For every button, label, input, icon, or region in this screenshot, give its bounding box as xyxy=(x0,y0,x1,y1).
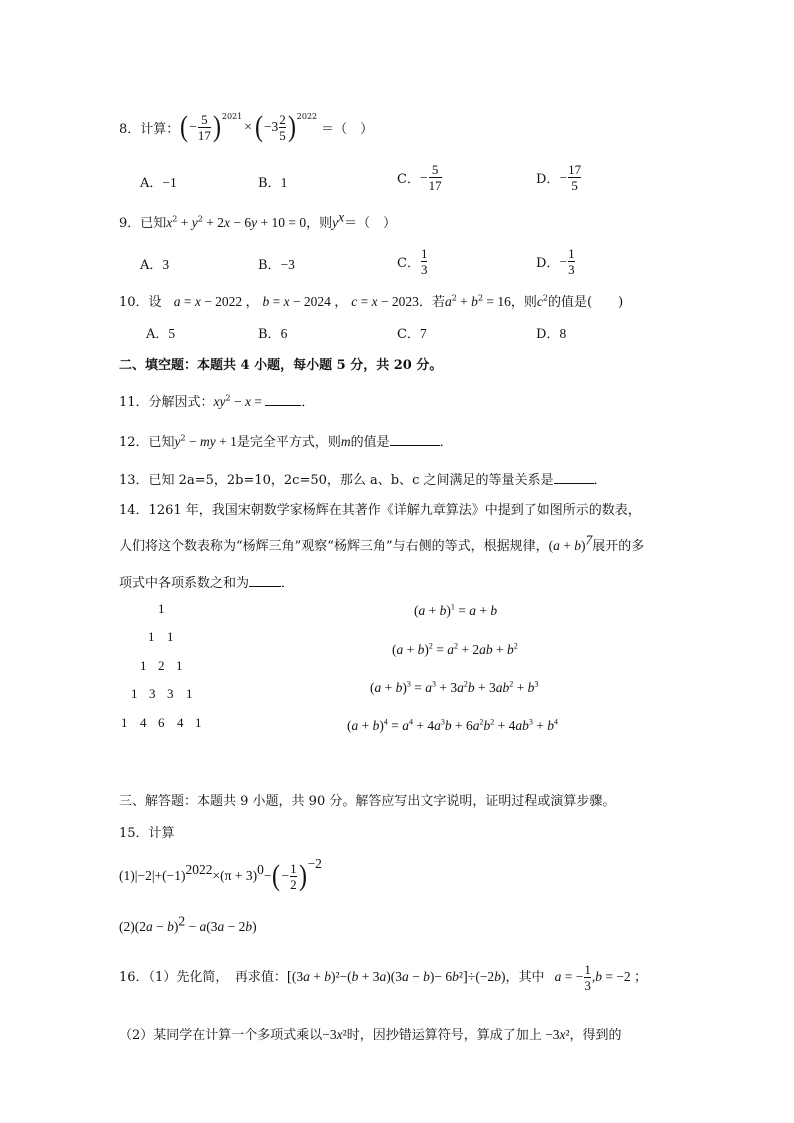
q8-option-b: B．1 xyxy=(258,175,288,191)
q8-option-d: D． − $\frac{17}{5}$ xyxy=(536,162,582,193)
triangle-entry: 4 xyxy=(140,715,147,730)
question-10: 10．设 a = x − 2022 ， b = x − 2024 ， c = x − 2023．若$a^2 + b^2 = 16$，则$c^2$的值是( ) xyxy=(119,293,624,310)
q8-option-c: C． − $\frac{5}{17}$ xyxy=(397,162,442,193)
section-3-heading: 三、解答题：本题共 9 小题，共 90 分。解答应写出文字说明，证明过程或演算步骤。 xyxy=(119,794,616,809)
expansion-4: $(a + b)^4 = a^4 + 4a^3b + 6a^2b^2 + 4ab^3 + b^4$ xyxy=(347,717,558,733)
question-15-label: 15．计算 xyxy=(119,826,175,841)
q15-part-1: (1) |−2| + (−1) $^{2022}$ × (π + 3) $^0$ − ( − $\frac{1}{2}$ ) $^{-2}$ xyxy=(119,856,322,892)
q9-option-b: B．−3 xyxy=(258,257,295,273)
question-14-line-3: 项式中各项系数之和为 ． xyxy=(119,576,295,591)
question-8: 8．计算： ( − $\frac{5}{17}$ ) $^{2021}$ × ( −3 $\frac{2}{5}$ ) $^{2022}$ ＝（ ） xyxy=(119,110,374,143)
section-2-heading: 二、填空题：本题共 4 小题，每小题 5 分，共 20 分。 xyxy=(119,358,443,373)
q9-option-d: D． − $\frac{1}{3}$ xyxy=(536,246,575,277)
triangle-entry: 1 xyxy=(195,715,202,730)
triangle-entry: 1 xyxy=(158,601,165,616)
q8-fraction-2: $\frac{2}{5}$ xyxy=(279,111,286,143)
question-16-line-1: 16．（1）先化简， 再求值：[(3a + b)²−(b + 3a)(3a − b)− 6b²]÷(−2b)，其中 a = − $\frac{1}{3}$ ,b = −2 ； xyxy=(119,962,648,993)
q10-option-c: C．7 xyxy=(397,326,427,342)
q10-option-b: B．6 xyxy=(258,326,288,342)
triangle-entry: 2 xyxy=(158,658,165,673)
expansion-1: $(a + b)^1 = a + b$ xyxy=(414,602,498,618)
q10-option-d: D．8 xyxy=(536,326,567,342)
triangle-entry: 4 xyxy=(177,715,184,730)
triangle-entry: 3 xyxy=(167,686,174,701)
question-14-line-2: 人们将这个数表称为“杨辉三角”观察“杨辉三角”与右侧的等式，根据规律，$(a + b)^7$展开的多 xyxy=(119,532,645,554)
question-9: 9．已知$x^2 + y^2 + 2x - 6y + 10 = 0$，则$y^x=$（ ） xyxy=(119,209,397,231)
triangle-entry: 1 xyxy=(186,686,193,701)
q15-part-2: $(2)(2a - b)^2 - a(3a - 2b)$ xyxy=(119,913,257,934)
question-14-line-1: 14．1261 年，我国宋朝数学家杨辉在其著作《详解九章算法》中提到了如图所示的数表， xyxy=(119,503,641,518)
triangle-entry: 1 xyxy=(140,658,147,673)
question-12: 12．已知$y^2$ − my + 1是完全平方式，则m的值是 ． xyxy=(119,433,453,450)
q9-option-a: A．3 xyxy=(140,257,170,273)
q8-label: 8．计算： xyxy=(119,121,180,137)
question-11: 11．分解因式：$xy^2 - x$ = ． xyxy=(119,393,315,410)
triangle-entry: 1 xyxy=(167,629,174,644)
question-13: 13．已知 2a=5，2b=10，2c=50，那么 a、b、c 之间满足的等量关系是 ． xyxy=(119,473,607,488)
triangle-entry: 6 xyxy=(158,715,165,730)
triangle-entry: 3 xyxy=(149,686,156,701)
triangle-entry: 1 xyxy=(131,686,138,701)
q9-option-c: C． $\frac{1}{3}$ xyxy=(397,246,428,277)
q14-answer-blank[interactable] xyxy=(249,574,281,587)
q10-option-a: A．5 xyxy=(146,326,176,342)
triangle-entry: 1 xyxy=(121,715,128,730)
q8-option-a: A．−1 xyxy=(140,175,177,191)
question-16-line-2: （2）某同学在计算一个多项式乘以−3x²时，因抄错运算符号，算成了加上 −3x²，得到的 xyxy=(119,1027,622,1043)
q8-fraction-1: $\frac{5}{17}$ xyxy=(197,111,211,143)
triangle-entry: 1 xyxy=(176,658,183,673)
q12-answer-blank[interactable] xyxy=(390,433,440,446)
q11-answer-blank[interactable] xyxy=(265,393,301,406)
expansion-2: $(a + b)^2 = a^2 + 2ab + b^2$ xyxy=(392,641,518,657)
expansion-3: $(a + b)^3 = a^3 + 3a^2b + 3ab^2 + b^3$ xyxy=(370,679,539,695)
triangle-entry: 1 xyxy=(148,629,155,644)
q13-answer-blank[interactable] xyxy=(554,471,594,484)
